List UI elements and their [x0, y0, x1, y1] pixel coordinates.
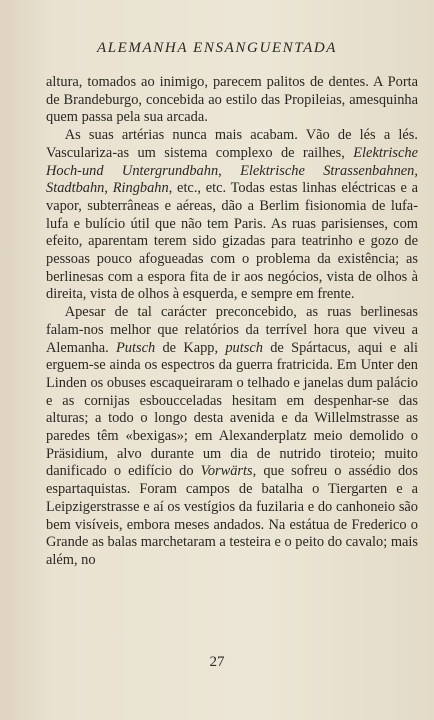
text-run: altura, tomados ao inimigo, parecem palitos de dentes. A Porta de Brandeburgo, concebida ao estilo das Propileias, amesquinha quem passa pela sua arcada.: [46, 74, 418, 126]
text-run: de Kapp,: [155, 339, 226, 356]
text-run: ,: [414, 162, 418, 179]
italic-text: Vorwärts: [200, 463, 253, 480]
italic-text: Ringbahn: [112, 180, 169, 197]
text-run: ,: [218, 162, 241, 179]
italic-text: Elektrische Strassenbahnen: [240, 162, 415, 179]
running-head: ALEMANHA ENSANGUENTADA: [96, 40, 338, 56]
page-number: 27: [209, 654, 225, 670]
paragraph: [46, 304, 418, 570]
text-run: de Spártacus, aqui e ali erguem-se ainda os espectros da guerra fratricida. Em Unter den Linden os obuses escaqueiraram o telhado e janelas dum palácio e as cornijas esboucceladas hesitam em despenhar-se das alturas; a todo o longo desta avenida e da Willelmstrasse as paredes têm «bexigas»; em Alexanderplatz meio demolido o Präsidium, alvo durante um dia de nutrido tiroteio; muito danificado o edifício do: [46, 339, 418, 480]
paragraph: [46, 127, 418, 304]
italic-text: Putsch: [116, 339, 156, 356]
body-text: [46, 74, 418, 570]
italic-text: Elektrische Hoch-und Untergrundbahn: [46, 144, 418, 179]
italic-text: putsch: [225, 339, 263, 356]
text-run: ,: [104, 180, 113, 197]
paragraph: [46, 74, 418, 127]
text-run: Apesar de tal carácter preconcebido, as ruas berlinesas falam-nos melhor que relatórios da terrível hora que viveu a Alemanha.: [46, 304, 418, 356]
text-run: As suas artérias nunca mais acabam. Vão de lés a lés. Vasculariza-as um sistema complexo de railhes,: [46, 127, 418, 161]
text-run: , que sofreu o assédio dos espartaquistas. Foram campos de batalha o Tiergarten e a Leipzigerstrasse e aí os vestígios da fuzilaria e do canhoneio são bem visíveis, embora meses andados. Na estátua de Frederico o Grande as balas marchetaram a testeira e o peito do cavalo; mais além, no: [46, 463, 418, 568]
text-run: , etc., etc. Todas estas linhas eléctricas e a vapor, subterrâneas e aéreas, dão a Berlim fisionomia de lufa-lufa e bulício útil que não tem Paris. As ruas parisienses, com efeito, aparentam terem sido gizadas para teatrinho e gozo de pessoas pouco afogueadas com o problema da existência; as berlinesas com a espora fita de ir aos negócios, vista de olhos à direita, vista de olhos à esquerda, e sempre em frente.: [46, 180, 418, 303]
italic-text: Stadtbahn: [46, 180, 105, 197]
